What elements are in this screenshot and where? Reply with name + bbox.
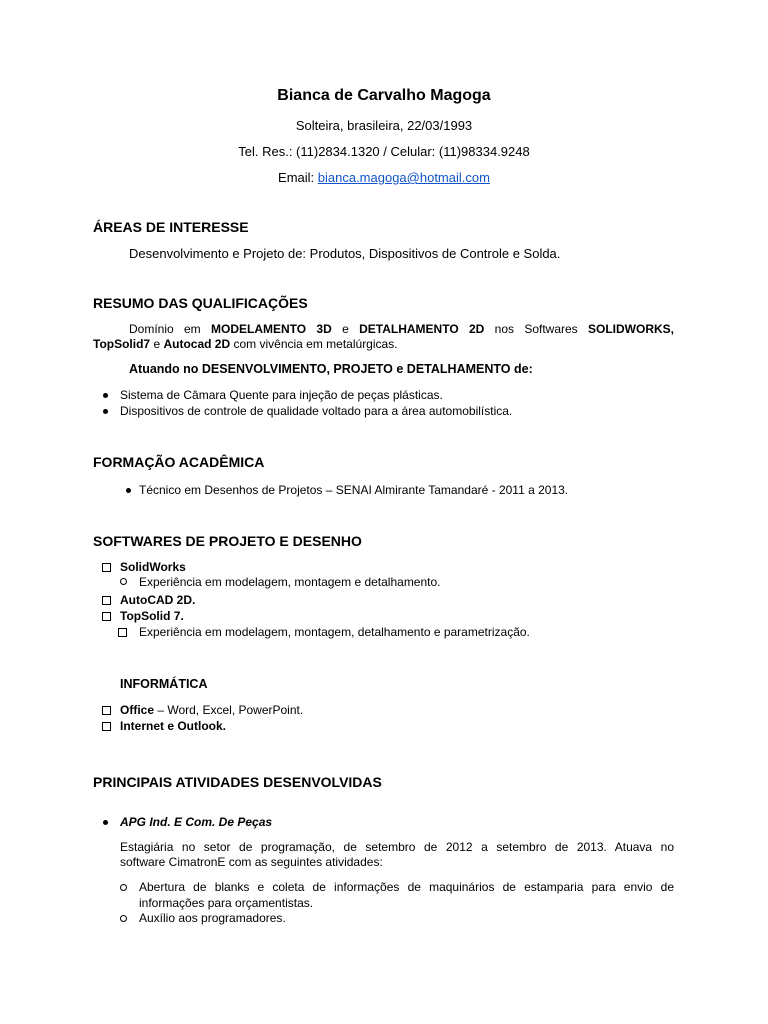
informatica-office: Office – Word, Excel, PowerPoint. [120,703,304,717]
checkbox-square-icon [102,563,111,572]
checkbox-square-icon [102,596,111,605]
circle-bullet-icon [120,578,127,585]
checkbox-square-icon [102,722,111,731]
email-label: Email: [278,170,318,185]
checkbox-square-icon [118,628,127,637]
atividades-desc-line1: Estagiária no setor de programação, de setembro de 2012 a setembro de 2013. Atuava no [120,840,674,854]
bullet-icon [103,409,108,414]
section-title-resumo: RESUMO DAS QUALIFICAÇÕES [93,295,308,311]
atividades-item2: Auxílio aos programadores. [139,911,286,925]
informatica-internet: Internet e Outlook. [120,719,227,733]
candidate-name: Bianca de Carvalho Magoga [277,87,491,104]
section-title-formacao: FORMAÇÃO ACADÊMICA [93,454,265,470]
resumo-item: Sistema de Câmara Quente para injeção de peças plásticas. [120,388,443,402]
atividades-desc-line2: software CimatronE com as seguintes atividades: [120,855,383,869]
resumo-item: Dispositivos de controle de qualidade voltado para a área automobilística. [120,404,513,418]
bullet-icon [126,488,131,493]
resumo-paragraph-line2: TopSolid7 e Autocad 2D com vivência em metalúrgicas. [93,337,398,351]
company-name: APG Ind. E Com. De Peças [120,815,273,829]
checkbox-square-icon [102,706,111,715]
email-link[interactable]: bianca.magoga@hotmail.com [317,170,490,185]
circle-bullet-icon [120,915,127,922]
software-topsolid-desc: Experiência em modelagem, montagem, detalhamento e parametrização. [139,625,530,639]
circle-bullet-icon [120,884,127,891]
section-title-atividades: PRINCIPAIS ATIVIDADES DESENVOLVIDAS [93,774,382,790]
atividades-item1-line2: informações para orçamentistas. [139,896,314,910]
section-title-softwares: SOFTWARES DE PROJETO E DESENHO [93,533,362,549]
phone-numbers: Tel. Res.: (11)2834.1320 / Celular: (11)98334.9248 [238,144,530,159]
software-topsolid: TopSolid 7. [120,609,184,623]
section-title-informatica: INFORMÁTICA [120,677,208,691]
resumo-paragraph-line1: Domínio em MODELAMENTO 3D e DETALHAMENTO 2D nos Softwares SOLIDWORKS, [129,322,674,336]
email-line [0,170,768,185]
bullet-icon [103,820,108,825]
areas-text: Desenvolvimento e Projeto de: Produtos, Dispositivos de Controle e Solda. [129,246,561,261]
software-solidworks: SolidWorks [120,560,186,574]
bullet-icon [103,393,108,398]
checkbox-square-icon [102,612,111,621]
section-title-areas: ÁREAS DE INTERESSE [93,219,249,235]
formacao-item: Técnico em Desenhos de Projetos – SENAI Almirante Tamandaré - 2011 a 2013. [139,483,569,497]
atuando-subheading: Atuando no DESENVOLVIMENTO, PROJETO e DETALHAMENTO de: [129,362,533,376]
software-autocad: AutoCAD 2D. [120,593,196,607]
atividades-item1-line1: Abertura de blanks e coleta de informações de maquinários de estamparia para envio de [139,880,674,894]
software-solidworks-desc: Experiência em modelagem, montagem e detalhamento. [139,575,441,589]
civil-status: Solteira, brasileira, 22/03/1993 [295,118,473,133]
